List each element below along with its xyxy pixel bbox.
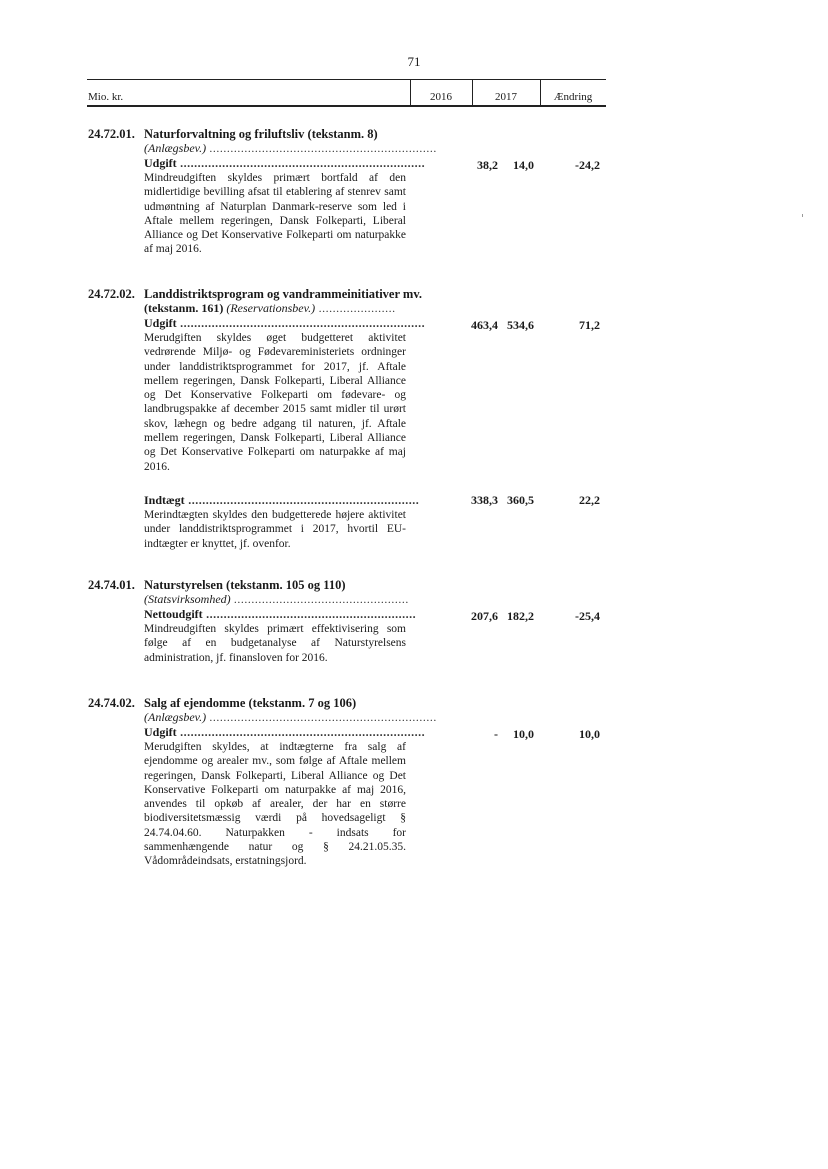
value-2016: 38,2 bbox=[477, 158, 498, 172]
section-subtitle-line bbox=[144, 141, 437, 156]
header-unit: Mio. kr. bbox=[88, 91, 124, 103]
value-change: 10,0 bbox=[579, 727, 600, 741]
value-change: 22,2 bbox=[579, 493, 600, 507]
dot-leader: ...................... bbox=[315, 301, 396, 315]
section-title: Salg af ejendomme (tekstanm. 7 og 106) bbox=[144, 696, 357, 710]
section-title: Naturstyrelsen (tekstanm. 105 og 110) bbox=[144, 578, 346, 592]
section-subtitle-line bbox=[144, 710, 437, 725]
value-2017: 182,2 bbox=[507, 609, 534, 623]
value-change: 71,2 bbox=[579, 318, 600, 332]
section-code: 24.74.01. bbox=[88, 578, 135, 592]
dot-leader: ................................................................. bbox=[206, 710, 438, 724]
line-label-row bbox=[144, 493, 419, 508]
section-code: 24.72.02. bbox=[88, 287, 135, 301]
section-description: Mindreudgiften skyldes primært bortfald af den midlertidige bevilling afsat til etablering af stenrev samt udmøntning af Naturplan Danmark-reserve som led i Aftale mellem regeringen, Dansk Folkeparti, Liberal Alliance og Det Konservative Folkeparti om naturpakke af maj 2016. bbox=[144, 172, 406, 256]
header-2017: 2017 bbox=[495, 91, 517, 103]
section-subtitle: (Reservationsbev.) bbox=[226, 301, 316, 315]
section-24-74-01 bbox=[88, 578, 608, 678]
value-2016: - bbox=[494, 727, 498, 741]
dot-leader: ................................................................. bbox=[206, 141, 438, 155]
section-description: Merudgiften skyldes øget budgetteret aktivitet vedrørende Miljø- og Fødevareministeriets ordninger under landdistriktsprogrammet for 2017, jf. Aftale mellem regeringen, Dansk Folkeparti, Liberal Alliance og Det Konservative Folkeparti om fødevare- og landbrugspakke af december 2015 samt midler til urørt skov, læhegn og bedre adgang til naturen, jf. Aftale mellem regeringen, Dansk Folkeparti, Liberal Alliance og Det Konservative Folkeparti om naturpakke af maj 2016. bbox=[144, 332, 406, 473]
section-subtitle-line bbox=[144, 592, 409, 607]
line-label: Nettoudgift bbox=[144, 607, 203, 621]
dot-leader: ...................................................................... bbox=[176, 316, 426, 330]
value-change: -24,2 bbox=[575, 158, 600, 172]
page-number: 71 bbox=[407, 54, 421, 69]
table-header-top-rule bbox=[87, 79, 606, 80]
line-label: Udgift bbox=[144, 725, 177, 739]
section-title: Landdistriktsprogram og vandrammeinitiativer mv. bbox=[144, 287, 423, 301]
dot-leader: .................................................. bbox=[230, 592, 410, 606]
section-title: Naturforvaltning og friluftsliv (tekstanm. 8) bbox=[144, 127, 378, 141]
section-code: 24.72.01. bbox=[88, 127, 135, 141]
line-label-row bbox=[144, 607, 416, 622]
section-description: Mindreudgiften skyldes primært effektivisering som følge af en budgetanalyse af Naturstyrelsens administration, jf. finansloven for 2016. bbox=[144, 623, 406, 664]
line-label-row bbox=[144, 725, 425, 740]
section-24-74-02 bbox=[88, 696, 608, 886]
value-2016: 338,3 bbox=[471, 493, 498, 507]
dot-leader: ...................................................................... bbox=[176, 156, 426, 170]
scan-mark bbox=[802, 214, 803, 217]
value-change: -25,4 bbox=[575, 609, 600, 623]
value-2017: 10,0 bbox=[513, 727, 534, 741]
dot-leader: ...................................................................... bbox=[176, 725, 426, 739]
section-title-line2 bbox=[144, 301, 396, 316]
line-label-row bbox=[144, 156, 425, 171]
value-2017: 14,0 bbox=[513, 158, 534, 172]
section-subtitle: (Anlægsbev.) bbox=[144, 710, 207, 724]
section-code: 24.74.02. bbox=[88, 696, 135, 710]
section-description: Merindtægten skyldes den budgetterede højere aktivitet under landdistriktsprogrammet i 2017, hvortil EU-indtægter er knyttet, jf. ovenfor. bbox=[144, 509, 406, 550]
section-24-72-02 bbox=[88, 287, 608, 557]
line-label: Udgift bbox=[144, 316, 177, 330]
value-2016: 463,4 bbox=[471, 318, 498, 332]
section-description: Merudgiften skyldes, at indtægterne fra salg af ejendomme og arealer mv., som følge af Aftale mellem regeringen, Dansk Folkeparti, Liberal Alliance og Det Konservative Folkeparti om naturpakke af maj 2016, anvendes til opkøb af arealer, der har en større biodiversitetsmæssig værdi på hovedsageligt § 24.74.04.60. Naturpakken - indsats for sammenhængende natur og § 24.21.05.35. Vådområdeindsats, erstatningsjord. bbox=[144, 741, 406, 868]
dot-leader: ............................................................ bbox=[202, 607, 417, 621]
line-label-row bbox=[144, 316, 425, 331]
line-label: Indtægt bbox=[144, 493, 185, 507]
line-label: Udgift bbox=[144, 156, 177, 170]
section-subtitle: (Statsvirksomhed) bbox=[144, 592, 231, 606]
section-subtitle: (Anlægsbev.) bbox=[144, 141, 207, 155]
section-24-72-01 bbox=[88, 127, 608, 267]
table-header-bottom-rule bbox=[87, 105, 606, 107]
value-2016: 207,6 bbox=[471, 609, 498, 623]
value-2017: 360,5 bbox=[507, 493, 534, 507]
dot-leader: .................................................................. bbox=[184, 493, 420, 507]
section-title-annotation: (tekstanm. 161) bbox=[144, 301, 224, 315]
header-2016: 2016 bbox=[430, 91, 452, 103]
header-change: Ændring bbox=[553, 91, 593, 103]
value-2017: 534,6 bbox=[507, 318, 534, 332]
